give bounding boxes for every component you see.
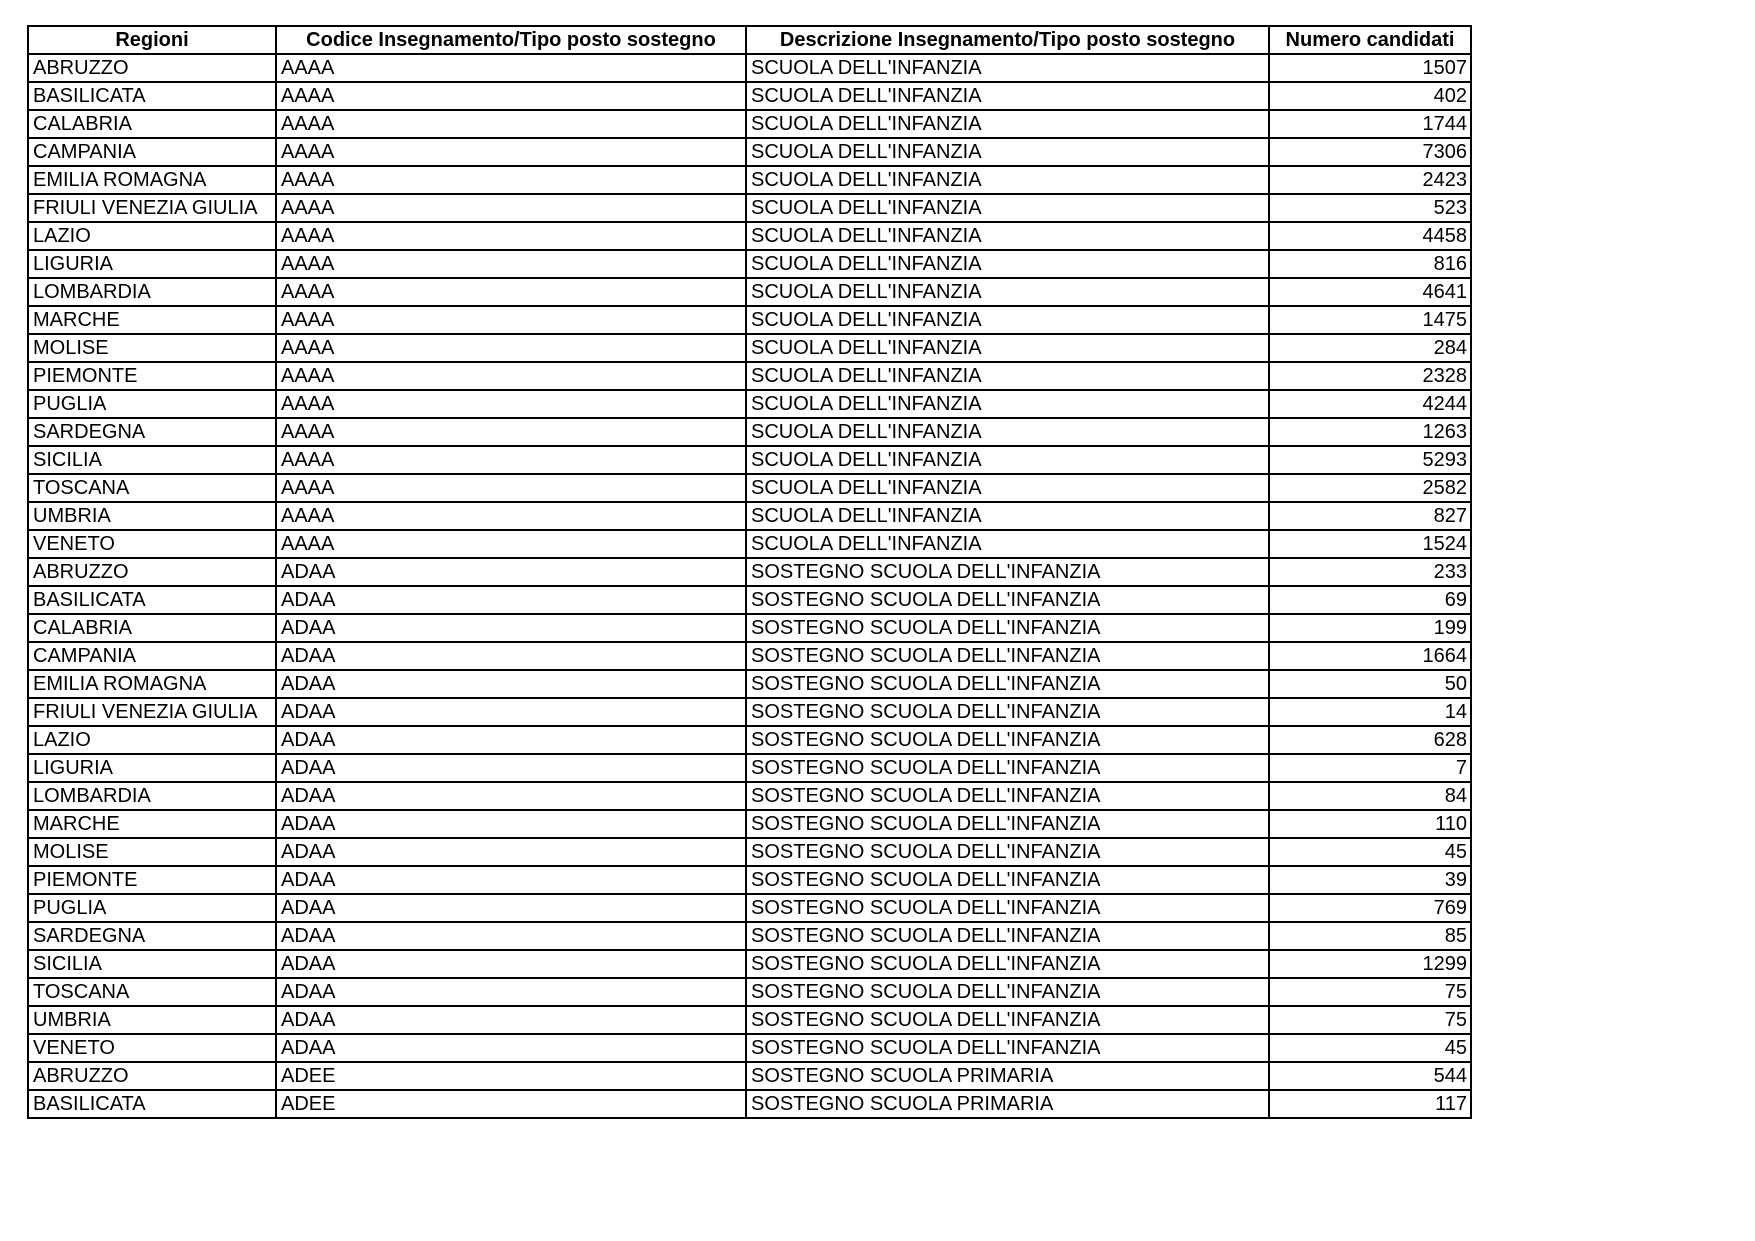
region-cell: VENETO bbox=[28, 1034, 276, 1062]
description-cell: SCUOLA DELL'INFANZIA bbox=[746, 110, 1269, 138]
region-cell: CAMPANIA bbox=[28, 138, 276, 166]
description-cell: SOSTEGNO SCUOLA DELL'INFANZIA bbox=[746, 726, 1269, 754]
code-cell: ADAA bbox=[276, 698, 746, 726]
description-cell: SCUOLA DELL'INFANZIA bbox=[746, 446, 1269, 474]
description-cell: SOSTEGNO SCUOLA DELL'INFANZIA bbox=[746, 754, 1269, 782]
code-cell: ADAA bbox=[276, 866, 746, 894]
code-cell: AAAA bbox=[276, 418, 746, 446]
description-cell: SCUOLA DELL'INFANZIA bbox=[746, 474, 1269, 502]
region-cell: UMBRIA bbox=[28, 502, 276, 530]
count-cell: 4641 bbox=[1269, 278, 1471, 306]
code-cell: AAAA bbox=[276, 362, 746, 390]
code-cell: ADEE bbox=[276, 1062, 746, 1090]
code-cell: ADAA bbox=[276, 978, 746, 1006]
table-row bbox=[28, 894, 1471, 922]
code-cell: ADAA bbox=[276, 642, 746, 670]
count-cell: 1744 bbox=[1269, 110, 1471, 138]
description-cell: SOSTEGNO SCUOLA DELL'INFANZIA bbox=[746, 1034, 1269, 1062]
code-cell: AAAA bbox=[276, 306, 746, 334]
count-cell: 816 bbox=[1269, 250, 1471, 278]
table-row bbox=[28, 278, 1471, 306]
table-row bbox=[28, 1090, 1471, 1118]
count-cell: 199 bbox=[1269, 614, 1471, 642]
count-cell: 523 bbox=[1269, 194, 1471, 222]
count-cell: 284 bbox=[1269, 334, 1471, 362]
description-cell: SOSTEGNO SCUOLA DELL'INFANZIA bbox=[746, 838, 1269, 866]
table-row bbox=[28, 82, 1471, 110]
table-row bbox=[28, 838, 1471, 866]
count-cell: 84 bbox=[1269, 782, 1471, 810]
table-row bbox=[28, 250, 1471, 278]
table-row bbox=[28, 194, 1471, 222]
code-cell: AAAA bbox=[276, 278, 746, 306]
code-cell: AAAA bbox=[276, 474, 746, 502]
description-cell: SOSTEGNO SCUOLA DELL'INFANZIA bbox=[746, 866, 1269, 894]
code-cell: AAAA bbox=[276, 446, 746, 474]
code-cell: ADAA bbox=[276, 950, 746, 978]
description-cell: SOSTEGNO SCUOLA DELL'INFANZIA bbox=[746, 614, 1269, 642]
description-cell: SCUOLA DELL'INFANZIA bbox=[746, 334, 1269, 362]
region-cell: PUGLIA bbox=[28, 390, 276, 418]
table-row bbox=[28, 586, 1471, 614]
description-cell: SOSTEGNO SCUOLA DELL'INFANZIA bbox=[746, 894, 1269, 922]
count-cell: 39 bbox=[1269, 866, 1471, 894]
table-row bbox=[28, 110, 1471, 138]
header-region: Regioni bbox=[28, 26, 276, 54]
region-cell: PIEMONTE bbox=[28, 866, 276, 894]
region-cell: CALABRIA bbox=[28, 614, 276, 642]
description-cell: SOSTEGNO SCUOLA PRIMARIA bbox=[746, 1090, 1269, 1118]
description-cell: SCUOLA DELL'INFANZIA bbox=[746, 390, 1269, 418]
candidates-table bbox=[27, 25, 1472, 1119]
region-cell: ABRUZZO bbox=[28, 1062, 276, 1090]
region-cell: SARDEGNA bbox=[28, 922, 276, 950]
code-cell: AAAA bbox=[276, 82, 746, 110]
code-cell: AAAA bbox=[276, 250, 746, 278]
header-code: Codice Insegnamento/Tipo posto sostegno bbox=[276, 26, 746, 54]
count-cell: 85 bbox=[1269, 922, 1471, 950]
count-cell: 402 bbox=[1269, 82, 1471, 110]
code-cell: ADAA bbox=[276, 754, 746, 782]
spreadsheet-page bbox=[27, 25, 1472, 1119]
region-cell: BASILICATA bbox=[28, 82, 276, 110]
region-cell: TOSCANA bbox=[28, 474, 276, 502]
table-row bbox=[28, 334, 1471, 362]
code-cell: ADAA bbox=[276, 586, 746, 614]
table-row bbox=[28, 642, 1471, 670]
description-cell: SCUOLA DELL'INFANZIA bbox=[746, 222, 1269, 250]
description-cell: SCUOLA DELL'INFANZIA bbox=[746, 418, 1269, 446]
code-cell: AAAA bbox=[276, 54, 746, 82]
table-row bbox=[28, 362, 1471, 390]
count-cell: 69 bbox=[1269, 586, 1471, 614]
count-cell: 1664 bbox=[1269, 642, 1471, 670]
table-row bbox=[28, 978, 1471, 1006]
code-cell: ADAA bbox=[276, 894, 746, 922]
table-row bbox=[28, 1006, 1471, 1034]
table-row bbox=[28, 446, 1471, 474]
region-cell: ABRUZZO bbox=[28, 558, 276, 586]
table-row bbox=[28, 726, 1471, 754]
table-row bbox=[28, 390, 1471, 418]
table-row bbox=[28, 530, 1471, 558]
count-cell: 1507 bbox=[1269, 54, 1471, 82]
region-cell: SICILIA bbox=[28, 446, 276, 474]
table-row bbox=[28, 670, 1471, 698]
region-cell: UMBRIA bbox=[28, 1006, 276, 1034]
count-cell: 4458 bbox=[1269, 222, 1471, 250]
description-cell: SOSTEGNO SCUOLA DELL'INFANZIA bbox=[746, 698, 1269, 726]
region-cell: BASILICATA bbox=[28, 586, 276, 614]
description-cell: SCUOLA DELL'INFANZIA bbox=[746, 250, 1269, 278]
description-cell: SCUOLA DELL'INFANZIA bbox=[746, 362, 1269, 390]
count-cell: 75 bbox=[1269, 1006, 1471, 1034]
region-cell: SARDEGNA bbox=[28, 418, 276, 446]
description-cell: SCUOLA DELL'INFANZIA bbox=[746, 530, 1269, 558]
count-cell: 2423 bbox=[1269, 166, 1471, 194]
count-cell: 75 bbox=[1269, 978, 1471, 1006]
region-cell: MOLISE bbox=[28, 838, 276, 866]
count-cell: 50 bbox=[1269, 670, 1471, 698]
region-cell: EMILIA ROMAGNA bbox=[28, 670, 276, 698]
count-cell: 117 bbox=[1269, 1090, 1471, 1118]
region-cell: LAZIO bbox=[28, 726, 276, 754]
count-cell: 4244 bbox=[1269, 390, 1471, 418]
description-cell: SCUOLA DELL'INFANZIA bbox=[746, 502, 1269, 530]
region-cell: MOLISE bbox=[28, 334, 276, 362]
code-cell: AAAA bbox=[276, 138, 746, 166]
region-cell: PUGLIA bbox=[28, 894, 276, 922]
count-cell: 45 bbox=[1269, 1034, 1471, 1062]
table-row bbox=[28, 222, 1471, 250]
table-row bbox=[28, 502, 1471, 530]
table-row bbox=[28, 950, 1471, 978]
description-cell: SCUOLA DELL'INFANZIA bbox=[746, 138, 1269, 166]
count-cell: 7 bbox=[1269, 754, 1471, 782]
code-cell: ADEE bbox=[276, 1090, 746, 1118]
code-cell: ADAA bbox=[276, 558, 746, 586]
description-cell: SCUOLA DELL'INFANZIA bbox=[746, 278, 1269, 306]
table-row bbox=[28, 810, 1471, 838]
table-row bbox=[28, 418, 1471, 446]
description-cell: SOSTEGNO SCUOLA DELL'INFANZIA bbox=[746, 978, 1269, 1006]
header-row bbox=[28, 26, 1471, 54]
region-cell: CALABRIA bbox=[28, 110, 276, 138]
code-cell: ADAA bbox=[276, 614, 746, 642]
code-cell: ADAA bbox=[276, 838, 746, 866]
code-cell: AAAA bbox=[276, 110, 746, 138]
header-count: Numero candidati bbox=[1269, 26, 1471, 54]
table-row bbox=[28, 922, 1471, 950]
description-cell: SCUOLA DELL'INFANZIA bbox=[746, 166, 1269, 194]
count-cell: 1475 bbox=[1269, 306, 1471, 334]
count-cell: 769 bbox=[1269, 894, 1471, 922]
code-cell: AAAA bbox=[276, 530, 746, 558]
count-cell: 1263 bbox=[1269, 418, 1471, 446]
description-cell: SOSTEGNO SCUOLA DELL'INFANZIA bbox=[746, 586, 1269, 614]
region-cell: LOMBARDIA bbox=[28, 278, 276, 306]
count-cell: 14 bbox=[1269, 698, 1471, 726]
region-cell: MARCHE bbox=[28, 306, 276, 334]
region-cell: FRIULI VENEZIA GIULIA bbox=[28, 698, 276, 726]
region-cell: LIGURIA bbox=[28, 250, 276, 278]
code-cell: ADAA bbox=[276, 726, 746, 754]
region-cell: LIGURIA bbox=[28, 754, 276, 782]
count-cell: 1524 bbox=[1269, 530, 1471, 558]
header-description: Descrizione Insegnamento/Tipo posto sostegno bbox=[746, 26, 1269, 54]
description-cell: SCUOLA DELL'INFANZIA bbox=[746, 82, 1269, 110]
description-cell: SOSTEGNO SCUOLA DELL'INFANZIA bbox=[746, 642, 1269, 670]
table-row bbox=[28, 698, 1471, 726]
table-row bbox=[28, 474, 1471, 502]
count-cell: 544 bbox=[1269, 1062, 1471, 1090]
code-cell: AAAA bbox=[276, 222, 746, 250]
code-cell: ADAA bbox=[276, 922, 746, 950]
count-cell: 827 bbox=[1269, 502, 1471, 530]
region-cell: PIEMONTE bbox=[28, 362, 276, 390]
description-cell: SOSTEGNO SCUOLA DELL'INFANZIA bbox=[746, 950, 1269, 978]
table-body bbox=[28, 54, 1471, 1118]
description-cell: SOSTEGNO SCUOLA DELL'INFANZIA bbox=[746, 1006, 1269, 1034]
code-cell: AAAA bbox=[276, 194, 746, 222]
region-cell: EMILIA ROMAGNA bbox=[28, 166, 276, 194]
description-cell: SOSTEGNO SCUOLA DELL'INFANZIA bbox=[746, 558, 1269, 586]
code-cell: ADAA bbox=[276, 782, 746, 810]
count-cell: 110 bbox=[1269, 810, 1471, 838]
table-row bbox=[28, 1034, 1471, 1062]
code-cell: ADAA bbox=[276, 670, 746, 698]
code-cell: AAAA bbox=[276, 334, 746, 362]
description-cell: SOSTEGNO SCUOLA DELL'INFANZIA bbox=[746, 922, 1269, 950]
region-cell: MARCHE bbox=[28, 810, 276, 838]
table-row bbox=[28, 866, 1471, 894]
region-cell: TOSCANA bbox=[28, 978, 276, 1006]
region-cell: BASILICATA bbox=[28, 1090, 276, 1118]
code-cell: ADAA bbox=[276, 1006, 746, 1034]
count-cell: 7306 bbox=[1269, 138, 1471, 166]
count-cell: 1299 bbox=[1269, 950, 1471, 978]
code-cell: ADAA bbox=[276, 810, 746, 838]
count-cell: 5293 bbox=[1269, 446, 1471, 474]
description-cell: SOSTEGNO SCUOLA DELL'INFANZIA bbox=[746, 810, 1269, 838]
table-row bbox=[28, 754, 1471, 782]
description-cell: SCUOLA DELL'INFANZIA bbox=[746, 306, 1269, 334]
region-cell: ABRUZZO bbox=[28, 54, 276, 82]
count-cell: 45 bbox=[1269, 838, 1471, 866]
table-row bbox=[28, 138, 1471, 166]
description-cell: SOSTEGNO SCUOLA DELL'INFANZIA bbox=[746, 670, 1269, 698]
count-cell: 2582 bbox=[1269, 474, 1471, 502]
table-row bbox=[28, 54, 1471, 82]
code-cell: AAAA bbox=[276, 390, 746, 418]
count-cell: 233 bbox=[1269, 558, 1471, 586]
description-cell: SCUOLA DELL'INFANZIA bbox=[746, 54, 1269, 82]
region-cell: LAZIO bbox=[28, 222, 276, 250]
code-cell: ADAA bbox=[276, 1034, 746, 1062]
region-cell: LOMBARDIA bbox=[28, 782, 276, 810]
table-row bbox=[28, 558, 1471, 586]
table-row bbox=[28, 166, 1471, 194]
count-cell: 628 bbox=[1269, 726, 1471, 754]
description-cell: SCUOLA DELL'INFANZIA bbox=[746, 194, 1269, 222]
table-row bbox=[28, 306, 1471, 334]
region-cell: FRIULI VENEZIA GIULIA bbox=[28, 194, 276, 222]
region-cell: CAMPANIA bbox=[28, 642, 276, 670]
table-row bbox=[28, 1062, 1471, 1090]
description-cell: SOSTEGNO SCUOLA PRIMARIA bbox=[746, 1062, 1269, 1090]
table-row bbox=[28, 782, 1471, 810]
description-cell: SOSTEGNO SCUOLA DELL'INFANZIA bbox=[746, 782, 1269, 810]
region-cell: VENETO bbox=[28, 530, 276, 558]
code-cell: AAAA bbox=[276, 166, 746, 194]
table-header bbox=[28, 26, 1471, 54]
region-cell: SICILIA bbox=[28, 950, 276, 978]
code-cell: AAAA bbox=[276, 502, 746, 530]
table-row bbox=[28, 614, 1471, 642]
count-cell: 2328 bbox=[1269, 362, 1471, 390]
